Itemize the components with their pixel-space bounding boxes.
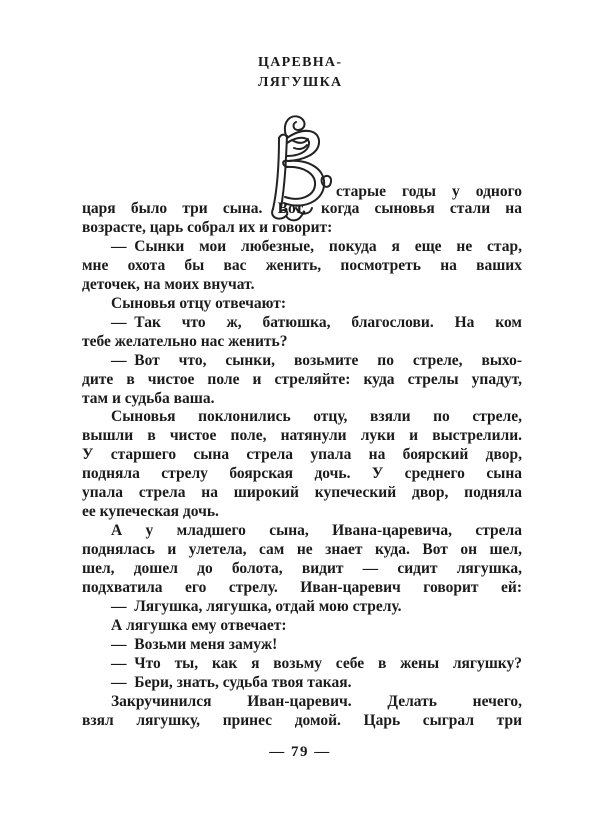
- text-line: Сыновья отцу отвечают:: [111, 294, 287, 312]
- text-line: подхватила его стрелу. Иван-царевич говорит ей:: [82, 579, 522, 597]
- text-line: — Возьми меня замуж!: [111, 635, 278, 653]
- page-title: [258, 53, 342, 93]
- text-line: взял лягушку, принес домой. Царь сыграл три: [82, 711, 522, 729]
- title-line-2: ЛЯГУШКА: [258, 75, 343, 90]
- text-line: — Так что ж, батюшка, благослови. На ком: [111, 313, 522, 331]
- text-line: — Что ты, как я возьму себе в жены лягушку?: [111, 654, 522, 672]
- opening-line: старые годы у одного: [336, 183, 522, 200]
- page-number: — 79 —: [269, 744, 331, 760]
- text-line: подняла стрелу боярская дочь. У среднего сына: [82, 465, 522, 483]
- text-line: вышли в чистое поле, натянули луки и выстрелили.: [82, 427, 522, 445]
- text-line: там и судьба ваша.: [82, 389, 215, 407]
- text-line: поднялась и улетела, сам не знает куда. Вот он шел,: [82, 541, 522, 559]
- text-line: — Вот что, сынки, возьмите по стреле, выхо-: [111, 351, 522, 369]
- text-line: упала стрела на широкий купеческий двор, подняла: [82, 484, 522, 502]
- text-line: Сыновья поклонились отцу, взяли по стреле,: [111, 408, 522, 426]
- text-line: А у младшего сына, Ивана-царевича, стрела: [111, 522, 522, 540]
- title-line-1: ЦАРЕВНА-: [258, 55, 343, 70]
- text-line: Закручинился Иван-царевич. Делать нечего,: [111, 692, 522, 710]
- text-line: царя было три сына. Вот, когда сыновья стали на: [82, 200, 522, 217]
- text-line: шел, дошел до болота, видит — сидит лягушка,: [82, 560, 522, 578]
- text-line: возрасте, царь собрал их и говорит:: [82, 218, 333, 236]
- text-line: мне охота бы вас женить, посмотреть на ваших: [82, 256, 522, 274]
- text-line: тебе желательно нас женить?: [82, 332, 288, 350]
- text-line: — Сынки мои любезные, покуда я еще не стар,: [111, 237, 522, 255]
- text-line: дите в чистое поле и стреляйте: куда стрелы упадут,: [82, 370, 522, 388]
- text-line: ее купеческая дочь.: [82, 503, 219, 521]
- body-text: [82, 200, 522, 731]
- text-line: А лягушка ему отвечает:: [111, 616, 287, 634]
- text-line: — Бери, знать, судьба твоя такая.: [111, 673, 352, 691]
- text-line: У старшего сына стрела упала на боярский двор,: [82, 446, 522, 464]
- text-line: — Лягушка, лягушка, отдай мою стрелу.: [111, 598, 402, 616]
- text-line: деточек, на моих внучат.: [82, 275, 255, 293]
